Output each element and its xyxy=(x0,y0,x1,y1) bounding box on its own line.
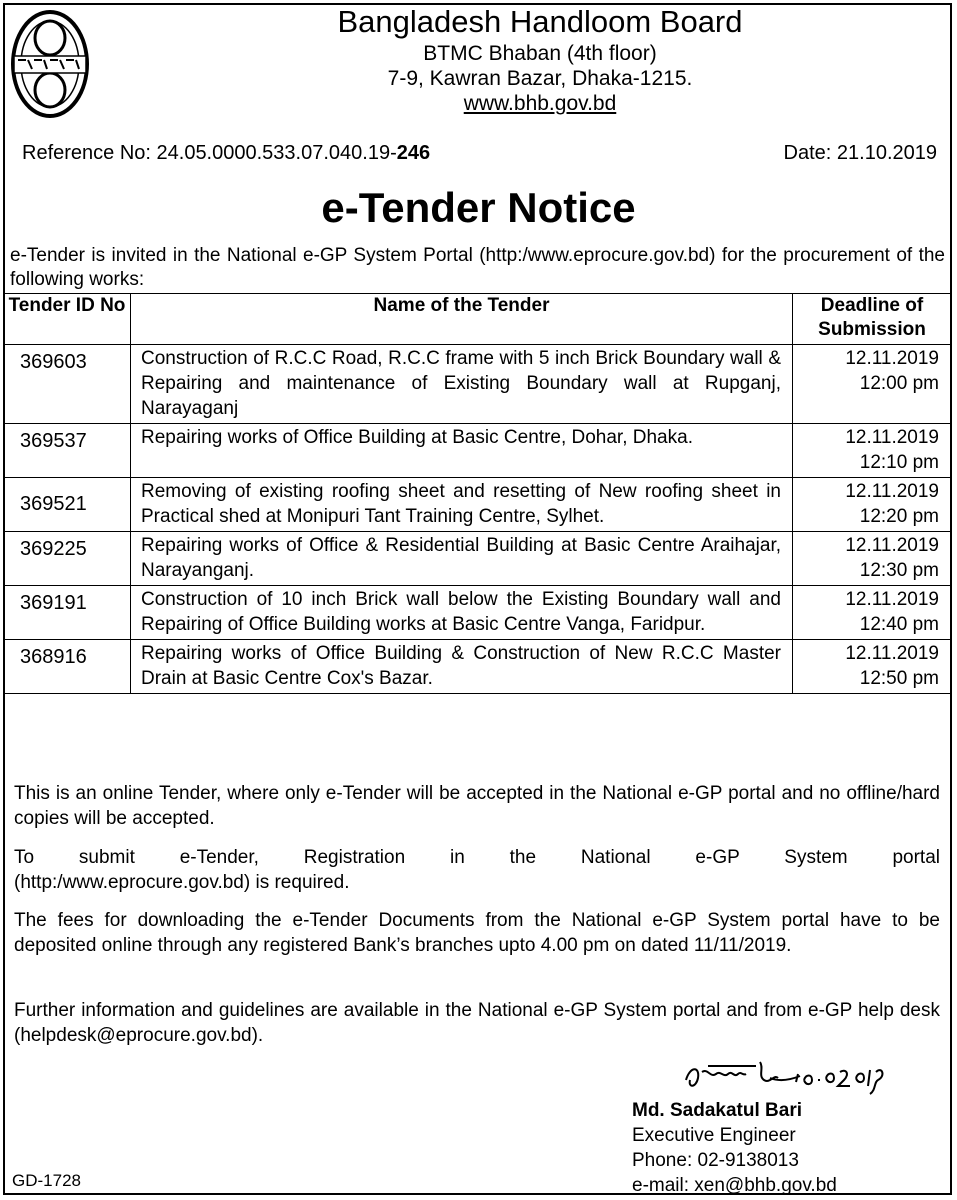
handwritten-signature xyxy=(678,1050,888,1100)
tender-deadline xyxy=(793,640,952,694)
deadline-date: 12.11.2019 xyxy=(845,535,939,556)
registration-line-2: (http:/www.eprocure.gov.bd) is required. xyxy=(14,872,350,893)
header-deadline: Deadline of Submission xyxy=(793,294,952,345)
tender-id: 369521 xyxy=(4,478,131,532)
tender-name: Construction of 10 inch Brick wall below the Existing Boundary wall and Repairing of Office Building works at Basic Centre Vanga, Faridpur. xyxy=(131,586,793,640)
paragraph-fees: The fees for downloading the e-Tender Documents from the National e-GP System portal have to be deposited online through any registered Bank’s branches upto 4.00 pm on dated 11/11/2019. xyxy=(14,910,940,956)
table-row xyxy=(4,424,952,478)
tender-deadline xyxy=(793,532,952,586)
deadline-time: 12:00 pm xyxy=(859,373,939,394)
tender-name: Removing of existing roofing sheet and resetting of New roofing sheet in Practical shed at Monipuri Tant Training Centre, Sylhet. xyxy=(131,478,793,532)
tender-id: 369191 xyxy=(4,586,131,640)
intro-text: e-Tender is invited in the National e-GP System Portal (http:/www.eprocure.gov.bd) for the procurement of the following works: xyxy=(10,245,945,290)
tender-name: Repairing works of Office Building & Construction of New R.C.C Master Drain at Basic Centre Cox's Bazar. xyxy=(131,640,793,694)
deadline-date: 12.11.2019 xyxy=(845,589,939,610)
bhb-logo xyxy=(10,8,90,120)
tender-name: Repairing works of Office Building at Basic Centre, Dohar, Dhaka. xyxy=(131,424,793,478)
tender-name: Construction of R.C.C Road, R.C.C frame with 5 inch Brick Boundary wall & Repairing and maintenance of Existing Boundary wall at Rupganj, Narayaganj xyxy=(131,345,793,424)
tender-id: 368916 xyxy=(4,640,131,694)
signer-name: Md. Sadakatul Bari xyxy=(632,1100,802,1121)
signer-email[interactable]: e-mail: xen@bhb.gov.bd xyxy=(632,1175,837,1196)
reference-number xyxy=(22,142,430,165)
tender-id: 369603 xyxy=(4,345,131,424)
deadline-date: 12.11.2019 xyxy=(845,427,939,448)
paragraph-online-tender: This is an online Tender, where only e-Tender will be accepted in the National e-GP portal and no offline/hard copies will be accepted. xyxy=(14,783,940,829)
paragraph-registration xyxy=(14,845,940,895)
table-row xyxy=(4,345,952,424)
registration-line-1: To submit e-Tender, Registration in the National e-GP System portal xyxy=(14,847,940,868)
deadline-time: 12:50 pm xyxy=(859,668,939,689)
table-row xyxy=(4,640,952,694)
tender-deadline xyxy=(793,478,952,532)
signer-designation: Executive Engineer xyxy=(632,1125,796,1146)
deadline-time: 12:30 pm xyxy=(859,560,939,581)
tender-deadline xyxy=(793,586,952,640)
tender-id: 369537 xyxy=(4,424,131,478)
tender-name: Repairing works of Office & Residential Building at Basic Centre Araihajar, Narayanganj. xyxy=(131,532,793,586)
website-link[interactable]: www.bhb.gov.bd xyxy=(463,92,617,115)
reference-suffix: 246 xyxy=(396,142,431,164)
paragraph-further-info: Further information and guidelines are available in the National e-GP System portal and from e-GP help desk (helpdesk@eprocure.gov.bd). xyxy=(14,1000,940,1046)
address-line-1: BTMC Bhaban (4th floor) xyxy=(423,42,657,65)
notice-title: e-Tender Notice xyxy=(321,184,636,231)
org-name: Bangladesh Handloom Board xyxy=(337,4,743,39)
header-tender-id: Tender ID No xyxy=(4,294,131,345)
deadline-date: 12.11.2019 xyxy=(845,643,939,664)
signer-phone: Phone: 02-9138013 xyxy=(632,1150,799,1171)
table-row xyxy=(4,532,952,586)
reference-label: Reference No: 24.05.0000.533.07.040.19- xyxy=(22,142,397,164)
deadline-time: 12:10 pm xyxy=(859,452,939,473)
header-tender-name: Name of the Tender xyxy=(131,294,793,345)
table-header-row xyxy=(4,294,952,345)
tender-table xyxy=(3,293,952,694)
table-row xyxy=(4,478,952,532)
table-row xyxy=(4,586,952,640)
deadline-date: 12.11.2019 xyxy=(845,481,939,502)
address-line-2: 7-9, Kawran Bazar, Dhaka-1215. xyxy=(387,67,693,90)
tender-deadline xyxy=(793,424,952,478)
footer-code: GD-1728 xyxy=(12,1171,81,1190)
tender-deadline xyxy=(793,345,952,424)
notice-date: Date: 21.10.2019 xyxy=(783,142,937,164)
deadline-time: 12:20 pm xyxy=(859,506,939,527)
deadline-time: 12:40 pm xyxy=(859,614,939,635)
tender-id: 369225 xyxy=(4,532,131,586)
deadline-date: 12.11.2019 xyxy=(845,348,939,369)
